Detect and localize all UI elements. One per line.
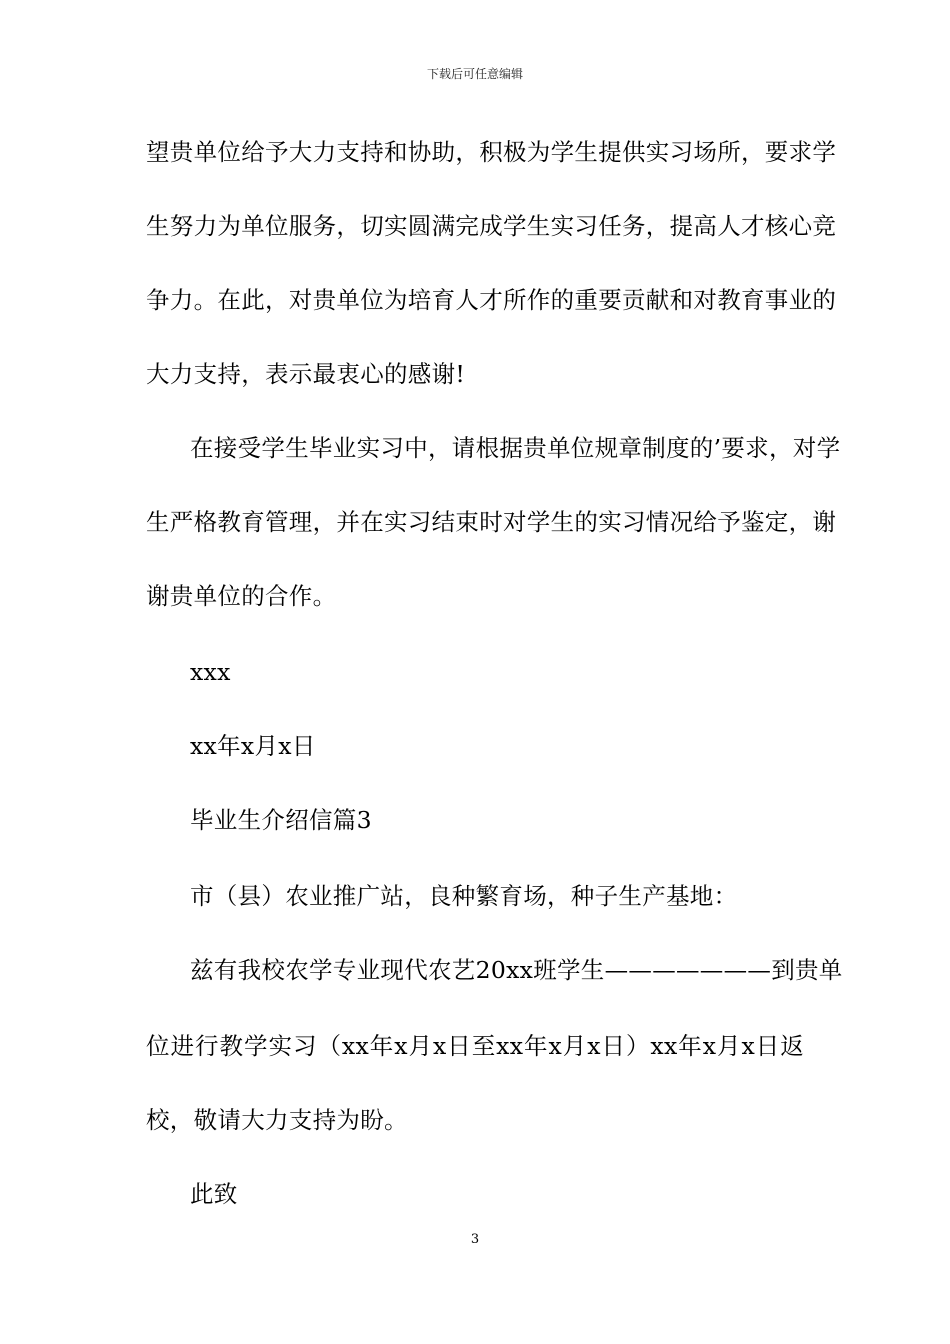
paragraph-line: 谢贵单位的合作。 bbox=[146, 582, 337, 610]
letter-closing: 此致 bbox=[190, 1180, 238, 1208]
paragraph-line: 争力。在此，对贵单位为培育人才所作的重要贡献和对教育事业的 bbox=[146, 286, 837, 314]
section-title: 毕业生介绍信篇3 bbox=[190, 806, 372, 834]
page-number: 3 bbox=[470, 1232, 480, 1247]
paragraph-line: 在接受学生毕业实习中，请根据贵单位规章制度的’要求，对学 bbox=[190, 434, 841, 462]
paragraph-line: 大力支持，表示最衷心的感谢! bbox=[146, 360, 466, 388]
signature-date: xx年x月x日 bbox=[190, 732, 316, 760]
paragraph-line: 望贵单位给予大力支持和协助，积极为学生提供实习场所，要求学 bbox=[146, 138, 837, 166]
paragraph-line: 兹有我校农学专业现代农艺20xx班学生———————到贵单 bbox=[190, 956, 843, 984]
signature-name: xxx bbox=[190, 658, 231, 686]
paragraph-line: 生努力为单位服务，切实圆满完成学生实习任务，提高人才核心竞 bbox=[146, 212, 837, 240]
paragraph-line: 校，敬请大力支持为盼。 bbox=[146, 1106, 408, 1134]
letter-salutation: 市（县）农业推广站，良种繁育场，种子生产基地： bbox=[190, 882, 738, 910]
paragraph-line: 生严格教育管理，并在实习结束时对学生的实习情况给予鉴定，谢 bbox=[146, 508, 837, 536]
page-header: 下载后可任意编辑 bbox=[426, 67, 523, 81]
paragraph-line: 位进行教学实习（xx年x月x日至xx年x月x日）xx年x月x日返 bbox=[146, 1032, 804, 1060]
